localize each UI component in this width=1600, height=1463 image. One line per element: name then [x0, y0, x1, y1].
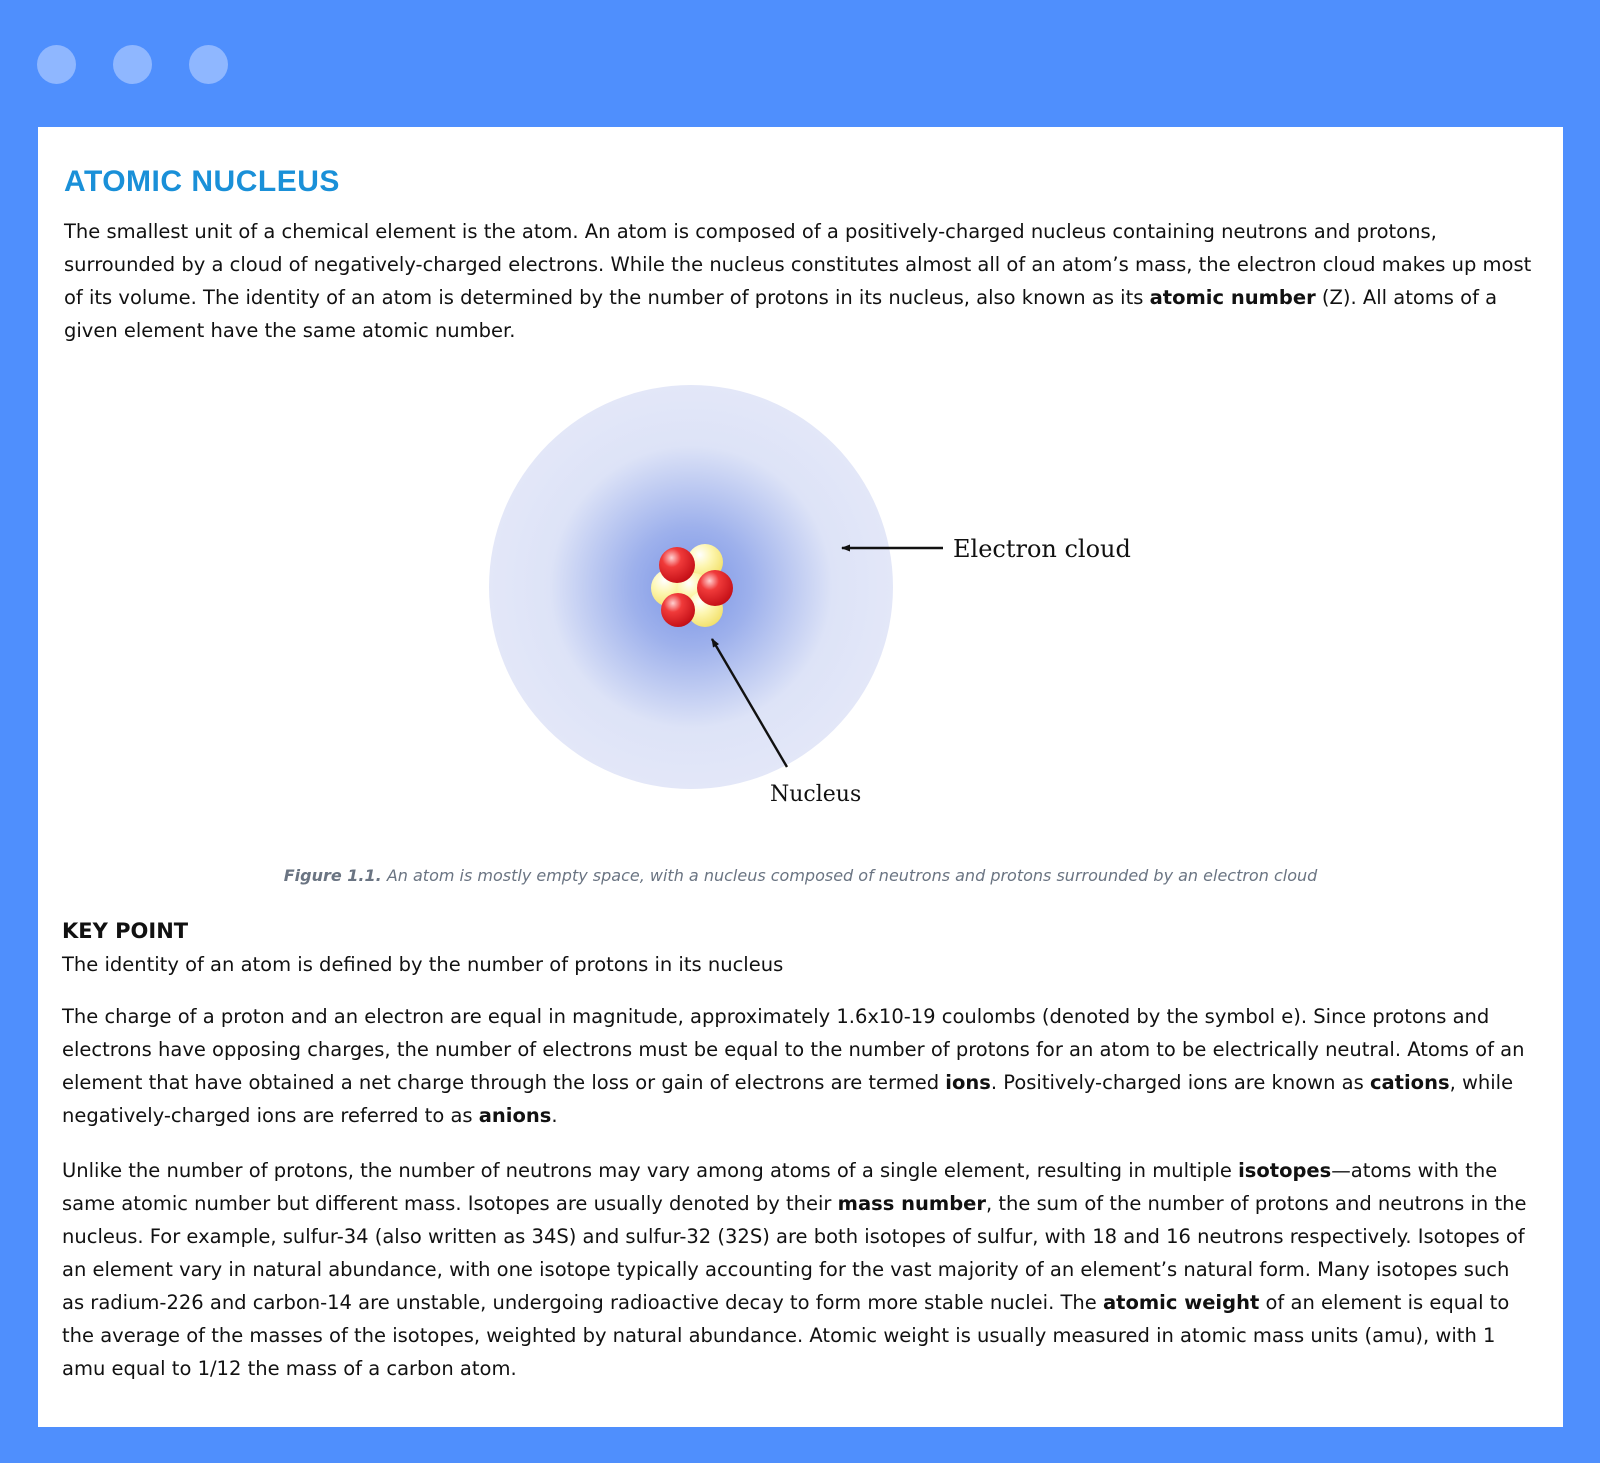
window-controls — [37, 45, 228, 84]
term-isotopes: isotopes — [1238, 1159, 1332, 1182]
intro-text-1: The smallest unit of a chemical element is the atom. An atom is composed of a positively-charged nucleus containing neutrons and protons, surrounded by a cloud of negatively-charged electrons. While the nucleus constitutes almost all of an atom’s mass, the electron cloud makes up most of its volume. The identity of an atom is determined by the number of protons in its nucleus, also known as its — [64, 220, 1532, 309]
term-atomic-number: atomic number — [1149, 286, 1316, 309]
intro-text-2: (Z). All atoms of a given element have the same atomic number. — [64, 286, 1498, 342]
maximize-window-button[interactable] — [189, 45, 228, 84]
article-content — [38, 127, 1563, 1427]
isotopes-paragraph — [62, 1154, 1537, 1385]
charge-paragraph — [62, 1000, 1537, 1132]
charge-text-1: The charge of a proton and an electron are equal in magnitude, approximately 1.6x10-19 coulombs (denoted by the symbol e). Since protons and electrons have opposing charges, the number of electrons must be equal to the number of protons for an atom to be electrically neutral. Atoms of an element that have obtained a net charge through the loss or gain of electrons are termed — [62, 1005, 1525, 1094]
charge-text-2: . Positively-charged ions are known as — [990, 1071, 1370, 1094]
term-mass-number: mass number — [837, 1192, 987, 1215]
isotopes-text-1: Unlike the number of protons, the number of neutrons may vary among atoms of a single element, resulting in multiple — [62, 1159, 1239, 1182]
figure-caption-label: Figure 1.1. — [283, 866, 382, 885]
intro-paragraph — [64, 215, 1537, 347]
page-title: ATOMIC NUCLEUS — [64, 165, 340, 198]
atom-diagram — [64, 347, 1537, 907]
atom-figure — [64, 347, 1537, 907]
electron-cloud-label: Electron cloud — [953, 535, 1131, 563]
term-cations: cations — [1369, 1071, 1450, 1094]
isotopes-text-4: of an element is equal to the average of the masses of the isotopes, weighted by natural abundance. Atomic weight is usually measured in atomic mass units (amu), with 1 amu equal to 1/12 the mass of a carbon atom. — [62, 1291, 1510, 1380]
key-point-text: The identity of an atom is defined by the number of protons in its nucleus — [62, 953, 784, 976]
minimize-window-button[interactable] — [113, 45, 152, 84]
charge-text-4: . — [551, 1104, 558, 1127]
key-point-title: KEY POINT — [62, 919, 189, 943]
isotopes-text-3: , the sum of the number of protons and neutrons in the nucleus. For example, sulfur-34 (also written as 34S) and sulfur-32 (32S) are both isotopes of sulfur, with 18 and 16 neutrons respectively. Isotopes of an element vary in natural abundance, with one isotope typically accounting for the vast majority of an element’s natural form. Many isotopes such as radium-226 and carbon-14 are unstable, undergoing radioactive decay to form more stable nuclei. The — [62, 1192, 1527, 1314]
isotopes-text-2: —atoms with the same atomic number but different mass. Isotopes are usually denoted by their — [62, 1159, 1498, 1215]
term-atomic-weight: atomic weight — [1102, 1291, 1260, 1314]
nucleus-label: Nucleus — [770, 782, 862, 807]
term-anions: anions — [478, 1104, 552, 1127]
nucleus — [651, 544, 733, 627]
proton — [661, 593, 695, 627]
close-window-button[interactable] — [37, 45, 76, 84]
figure-caption-text: An atom is mostly empty space, with a nucleus composed of neutrons and protons surrounded by an electron cloud — [386, 866, 1318, 885]
charge-text-3: , while negatively-charged ions are referred to as — [62, 1071, 1514, 1127]
figure-caption — [64, 866, 1537, 885]
term-ions: ions — [945, 1071, 991, 1094]
proton — [697, 570, 733, 606]
proton — [659, 547, 695, 583]
